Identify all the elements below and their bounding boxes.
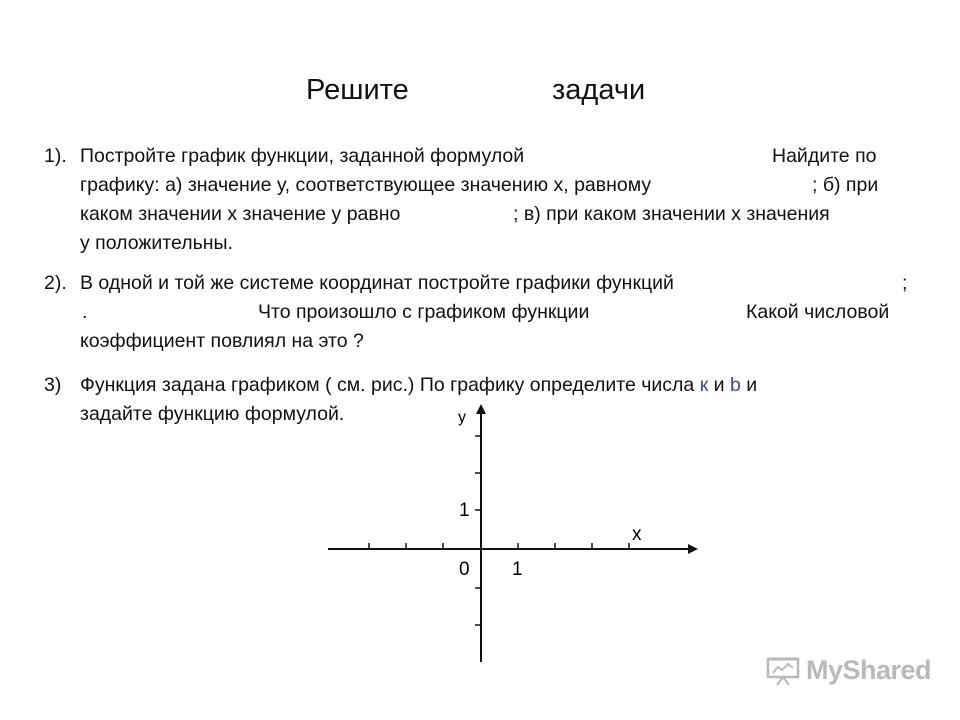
task-2-line-1b: ; (902, 272, 908, 294)
coefficient-k: к (699, 374, 709, 396)
task-1-line-1a: Постройте график функции, заданной формулой (80, 145, 525, 167)
task-1-line-1b: Найдите по (772, 145, 877, 167)
task-2-line-3: коэффициент повлиял на это ? (80, 330, 364, 352)
task-2-number: 2). (44, 272, 67, 294)
task-1-line-4: у положительны. (80, 232, 233, 254)
task-2-line-1a: В одной и той же системе координат постройте графики функций (80, 272, 674, 294)
x-axis-arrow-icon (688, 544, 698, 554)
task-1-number: 1). (44, 145, 67, 167)
watermark (766, 655, 931, 686)
origin-label: 0 (459, 559, 470, 580)
task-1-line-2a: графику: а) значение у, соответствующее значению х, равному (80, 174, 652, 196)
coefficient-b: b (729, 374, 741, 396)
task-1-line-3a: каком значении х значение у равно (80, 203, 401, 225)
x-axis-label: х (632, 524, 642, 545)
task-2-line-2a: . (82, 301, 88, 323)
title-word-right: задачи (552, 74, 646, 106)
task-1-line-3b: ; в) при каком значении х значения (513, 203, 830, 225)
task-2-line-2c: Какой числовой (746, 301, 890, 323)
task-3-line-2: задайте функцию формулой. (80, 403, 345, 425)
task-2-line-2b: Что произошло с графиком функции (258, 301, 590, 323)
task-3-and: и (713, 374, 725, 396)
task-3-line-1b: и (746, 374, 758, 396)
task-3-line-1a: Функция задана графиком ( см. рис.) По графику определите числа (80, 374, 695, 396)
title-word-left: Решите (306, 74, 409, 106)
task-3-number: 3) (44, 374, 62, 396)
projector-screen-icon (766, 656, 800, 686)
watermark-text: MyShared (806, 655, 932, 685)
task-1-line-2b: ; б) при (812, 174, 879, 196)
y-axis-arrow-icon (476, 404, 486, 414)
y-unit-label: 1 (459, 500, 470, 521)
x-unit-label: 1 (512, 559, 523, 580)
y-axis-label: у (458, 409, 466, 426)
